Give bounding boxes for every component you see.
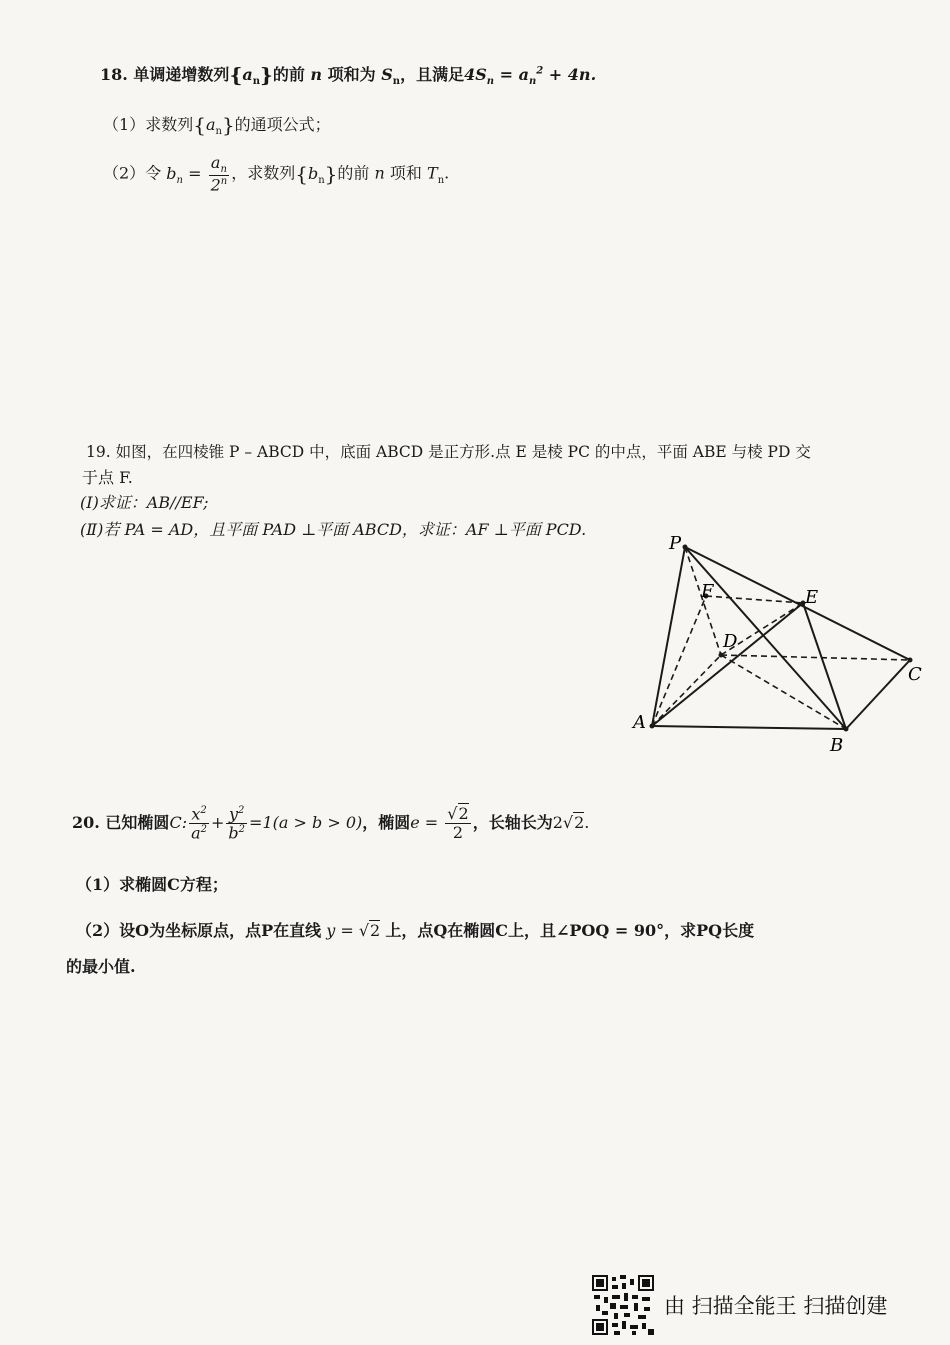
seq-an-2: $\{a_n\}$ (193, 113, 235, 138)
edge-PC (685, 547, 910, 660)
q18-text-b: 的前 (272, 65, 305, 84)
segment-AF-hidden (652, 596, 706, 726)
q19-part1: (Ⅰ)求证：AB//EF; (80, 493, 209, 512)
q20-text-c: ，长轴长为 (472, 812, 553, 832)
q18-part2: （2）令 $b_n$ = $\frac{a_n}{2^n}$ ，求数列$\{b_n\}$的前 n 项和 $T_n$. (103, 153, 450, 195)
seq-an: $\{a_n\}$ (229, 63, 273, 88)
point-A (650, 724, 655, 729)
q18-part1 (103, 112, 331, 137)
q18-part2-text-c: 的前 (337, 163, 370, 183)
edge-AE (652, 603, 803, 726)
label-P: P (669, 533, 682, 554)
point-B (844, 727, 849, 732)
q18-text-c: 项和为 (327, 65, 376, 84)
q19-stem-line1: 19. 如图，在四棱锥 P – ABCD 中，底面 ABCD 是正方形.点 E 是棱 PC 的中点，平面 ABE 与棱 PD 交 (86, 443, 811, 461)
q18-part2-text-a: 令 (145, 163, 162, 183)
point-C (908, 658, 913, 663)
line-equation: y = √2 (326, 921, 381, 940)
q20-text-a: 已知椭圆 (105, 812, 170, 832)
edge-PB (685, 547, 846, 729)
ellipse-equation: C: $\frac{x^2}{a^2}$ + $\frac{y^2}{b^2}$ =1(a > b > 0) (169, 804, 363, 843)
q20-number: 20. (72, 812, 100, 832)
scanner-watermark-text: 由 扫描全能王 扫描创建 (664, 1294, 888, 1318)
q18-part1-text-b: 的通项公式； (234, 115, 331, 134)
qr-code-icon (592, 1275, 654, 1335)
edge-DC-hidden (721, 655, 910, 660)
major-axis-length: 2√2. (552, 812, 590, 832)
pyramid-diagram (625, 527, 930, 762)
label-A: A (633, 712, 646, 733)
q18-part2-text-b: ，求数列 (231, 163, 296, 183)
q20-stem (72, 805, 589, 842)
point-P (683, 545, 688, 550)
pyramid-figure (625, 527, 930, 762)
q18-equation: $4S_n = a_n^2 + 4n$. (464, 65, 597, 88)
q20-part1: （1）求椭圆C方程； (76, 875, 228, 894)
q18-part1-text-a: 求数列 (145, 115, 194, 134)
q18-part2-label: （2） (103, 163, 146, 183)
seq-bn: $\{b_n\}$ (295, 161, 338, 186)
label-C: C (908, 664, 922, 685)
label-F: F (701, 581, 714, 602)
q20-part2 (76, 918, 754, 941)
q20-part2-text-b: 上，点Q在椭圆C上，且∠POQ = 90°，求PQ长度 (385, 921, 755, 940)
edge-AB (652, 726, 846, 729)
bn-definition: $b_n$ = $\frac{a_n}{2^n}$ (166, 153, 228, 195)
q19-part2: (Ⅱ)若 PA = AD，且平面 PAD ⊥平面 ABCD，求证：AF ⊥平面 PCD. (80, 520, 587, 539)
q18-part2-text-e: . (444, 163, 450, 183)
eccentricity-equation: e = $\frac{√2}{2}$ (410, 804, 469, 842)
label-D: D (723, 631, 738, 652)
edge-BC (846, 660, 910, 729)
q19-stem-line2: 于点 F. (82, 468, 133, 487)
q18-text-d: ，且满足 (400, 65, 465, 84)
label-E: E (805, 587, 819, 608)
label-B: B (830, 735, 844, 756)
edge-BE (803, 603, 846, 729)
point-D (719, 653, 724, 658)
q20-text-b: ，椭圆 (362, 812, 411, 832)
q18-part1-label: （1） (103, 115, 146, 134)
q18-number: 18. (100, 65, 128, 84)
q18-text-a: 单调递增数列 (133, 65, 230, 84)
edge-PA (652, 547, 685, 726)
q18-part2-text-d: 项和 (389, 163, 422, 183)
segment-DB-hidden (721, 655, 846, 729)
q18-stem: 18. 单调递增数列$\{a_n\}$的前 n 项和为 $S_n$，且满足$4S_n = a_n^2 + 4n$. (100, 63, 597, 88)
q20-part2-cont: 的最小值. (66, 957, 136, 976)
q20-part2-text-a: （2）设O为坐标原点，点P在直线 (76, 921, 322, 940)
